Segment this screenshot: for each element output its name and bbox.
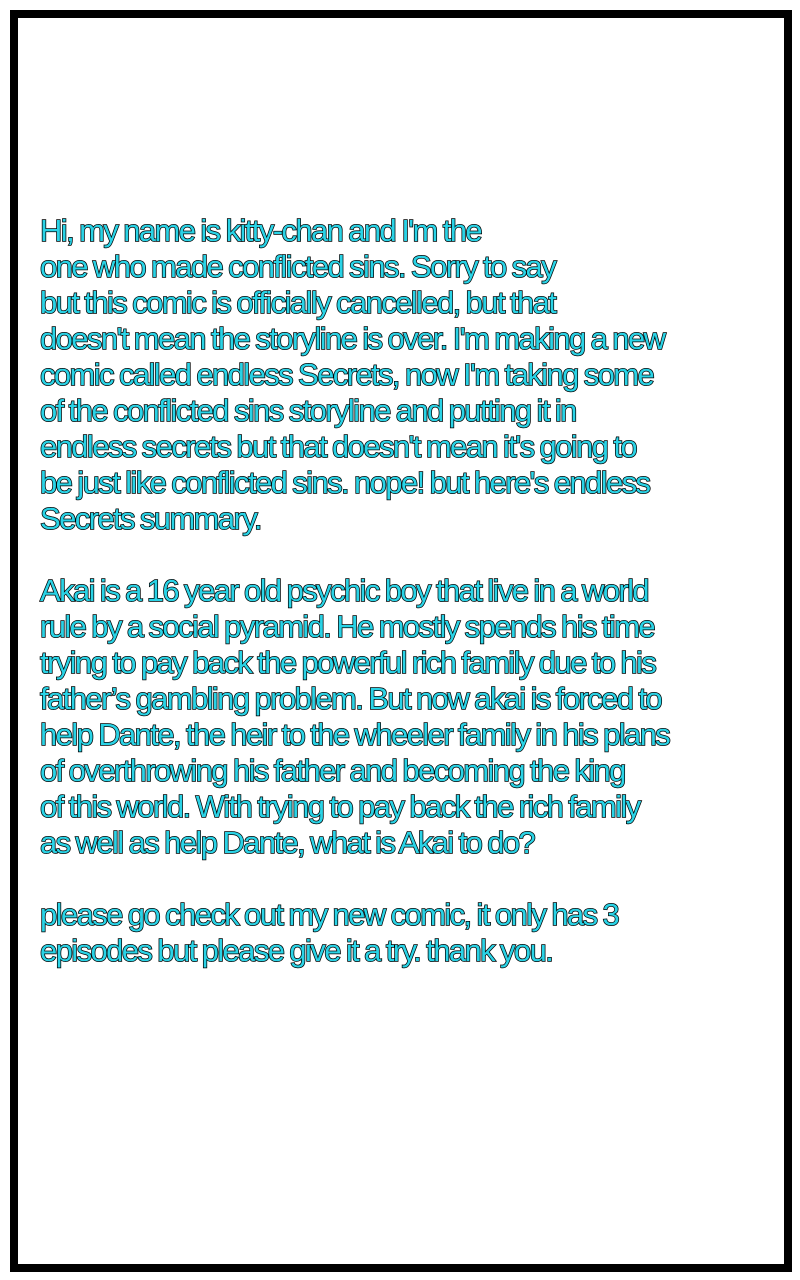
text-line: father’s gambling problem. But now akai is forced to <box>40 681 662 716</box>
comic-panel <box>10 10 792 1272</box>
paragraph-closing <box>40 897 780 969</box>
text-line: be just like conflicted sins. nope! but here's endless <box>40 465 650 500</box>
paragraph-intro <box>40 213 780 537</box>
text-line: trying to pay back the powerful rich family due to his <box>40 645 656 680</box>
text-line: of the conflicted sins storyline and putting it in <box>40 393 576 428</box>
author-note <box>40 213 780 969</box>
text-line: Secrets summary. <box>40 501 261 536</box>
text-line: of overthrowing his father and becoming the king <box>40 753 625 788</box>
text-line: please go check out my new comic, it only has 3 <box>40 897 619 932</box>
text-line: episodes but please give it a try. thank you. <box>40 933 553 968</box>
paragraph-gap <box>40 861 780 897</box>
text-line: of this world. With trying to pay back the rich family <box>40 789 640 824</box>
text-line: comic called endless Secrets, now I'm taking some <box>40 357 654 392</box>
text-line: endless secrets but that doesn't mean it's going to <box>40 429 637 464</box>
text-line: one who made conflicted sins. Sorry to say <box>40 249 556 284</box>
paragraph-summary <box>40 573 780 861</box>
text-line: Akai is a 16 year old psychic boy that live in a world <box>40 573 649 608</box>
text-line: Hi, my name is kitty-chan and I'm the <box>40 213 482 248</box>
text-line: doesn't mean the storyline is over. I'm making a new <box>40 321 665 356</box>
text-line: rule by a social pyramid. He mostly spends his time <box>40 609 655 644</box>
paragraph-gap <box>40 537 780 573</box>
text-line: as well as help Dante, what is Akai to do? <box>40 825 535 860</box>
text-line: help Dante, the heir to the wheeler family in his plans <box>40 717 670 752</box>
text-line: but this comic is officially cancelled, but that <box>40 285 556 320</box>
